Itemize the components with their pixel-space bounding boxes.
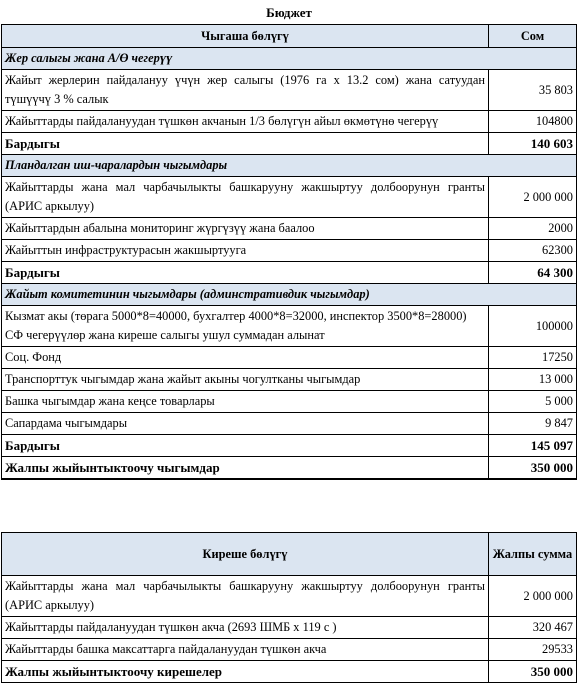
grand-total-amount: 350 000 — [489, 457, 577, 480]
table-row — [2, 617, 577, 639]
row-amount: 62300 — [489, 240, 577, 262]
section-title: Пландалган иш-чаралардын чыгымдары — [2, 155, 577, 177]
expense-header-amount: Сом — [489, 25, 577, 48]
table-row — [2, 639, 577, 661]
subtotal-amount: 140 603 — [489, 133, 577, 155]
subtotal-row — [2, 435, 577, 457]
row-desc: Жайыттардын абалына мониторинг жүргүзүү жана баалоо — [2, 218, 489, 240]
row-desc: Жайыт жерлерин пайдалануу үчүн жер салыгы (1976 га х 13.2 сом) жана сатуудан түшүүчү 3 % салык — [2, 70, 489, 111]
section-row-committee-expenses — [2, 284, 577, 306]
row-amount: 17250 — [489, 347, 577, 369]
table-row — [2, 576, 577, 617]
row-desc: Транспорттук чыгымдар жана жайыт акыны чогултканы чыгымдар — [2, 369, 489, 391]
row-amount: 9 847 — [489, 413, 577, 435]
row-amount: 104800 — [489, 111, 577, 133]
expense-table — [1, 24, 577, 480]
subtotal-row — [2, 133, 577, 155]
income-header-desc: Киреше бөлүгү — [2, 533, 489, 576]
row-desc: Жайыттарды жана мал чарбачылыкты башкарууну жакшыртуу долбоорунун гранты (АРИС аркылуу) — [2, 177, 489, 218]
income-header-amount: Жалпы сумма — [489, 533, 577, 576]
expense-grand-total-row — [2, 457, 577, 480]
row-desc: Башка чыгымдар жана кеңсе товарлары — [2, 391, 489, 413]
section-title: Жер салыгы жана А/Ө чегерүү — [2, 48, 577, 70]
expense-header-row — [2, 25, 577, 48]
section-title: Жайыт комитетинин чыгымдары (админстративдик чыгымдар) — [2, 284, 577, 306]
grand-total-label: Жалпы жыйынтыктоочу кирешелер — [2, 661, 489, 683]
table-row — [2, 111, 577, 133]
grand-total-amount: 350 000 — [489, 661, 577, 683]
section-row-land-tax — [2, 48, 577, 70]
table-row — [2, 413, 577, 435]
table-row — [2, 218, 577, 240]
subtotal-label: Бардыгы — [2, 262, 489, 284]
table-row-salary — [2, 306, 577, 347]
row-desc: Жайыттарды пайдалануудан түшкөн акчанын 1/3 бөлүгүн айыл өкмөтүнө чегерүү — [2, 111, 489, 133]
table-row — [2, 177, 577, 218]
row-desc-salary — [2, 306, 489, 347]
table-row — [2, 347, 577, 369]
row-amount: 2 000 000 — [489, 177, 577, 218]
row-amount: 2 000 000 — [489, 576, 577, 617]
row-desc: Жайыттарды пайдалануудан түшкөн акча (2693 ШМБ х 119 с ) — [2, 617, 489, 639]
table-row — [2, 70, 577, 111]
row-amount: 29533 — [489, 639, 577, 661]
salary-line-2: СФ чегерүүлөр жана киреше салыгы ушул суммадан алынат — [5, 328, 325, 342]
income-header-row — [2, 533, 577, 576]
subtotal-amount: 145 097 — [489, 435, 577, 457]
row-desc: Жайыттарды жана мал чарбачылыкты башкарууну жакшыртуу долбоорунун гранты (АРИС аркылуу) — [2, 576, 489, 617]
table-row — [2, 240, 577, 262]
budget-title: Бюджет — [266, 5, 312, 20]
row-desc: Соц. Фонд — [2, 347, 489, 369]
table-row — [2, 369, 577, 391]
row-amount: 35 803 — [489, 70, 577, 111]
grand-total-label: Жалпы жыйынтыктоочу чыгымдар — [2, 457, 489, 480]
income-table — [1, 532, 577, 683]
table-row — [2, 391, 577, 413]
subtotal-amount: 64 300 — [489, 262, 577, 284]
subtotal-label: Бардыгы — [2, 435, 489, 457]
subtotal-row — [2, 262, 577, 284]
row-desc: Сапардама чыгымдары — [2, 413, 489, 435]
subtotal-label: Бардыгы — [2, 133, 489, 155]
row-amount: 13 000 — [489, 369, 577, 391]
salary-line-1: Кызмат акы (төрага 5000*8=40000, бухгалтер 4000*8=32000, инспектор 3500*8=28000) — [5, 309, 467, 323]
section-row-planned-activities — [2, 155, 577, 177]
row-amount: 5 000 — [489, 391, 577, 413]
row-amount: 2000 — [489, 218, 577, 240]
row-desc: Жайыттарды башка максаттарга пайдалануудан түшкөн акча — [2, 639, 489, 661]
row-desc: Жайыттын инфраструктурасын жакшыртууга — [2, 240, 489, 262]
row-amount: 320 467 — [489, 617, 577, 639]
expense-header-desc: Чыгаша бөлүгү — [2, 25, 489, 48]
row-amount: 100000 — [489, 306, 577, 347]
